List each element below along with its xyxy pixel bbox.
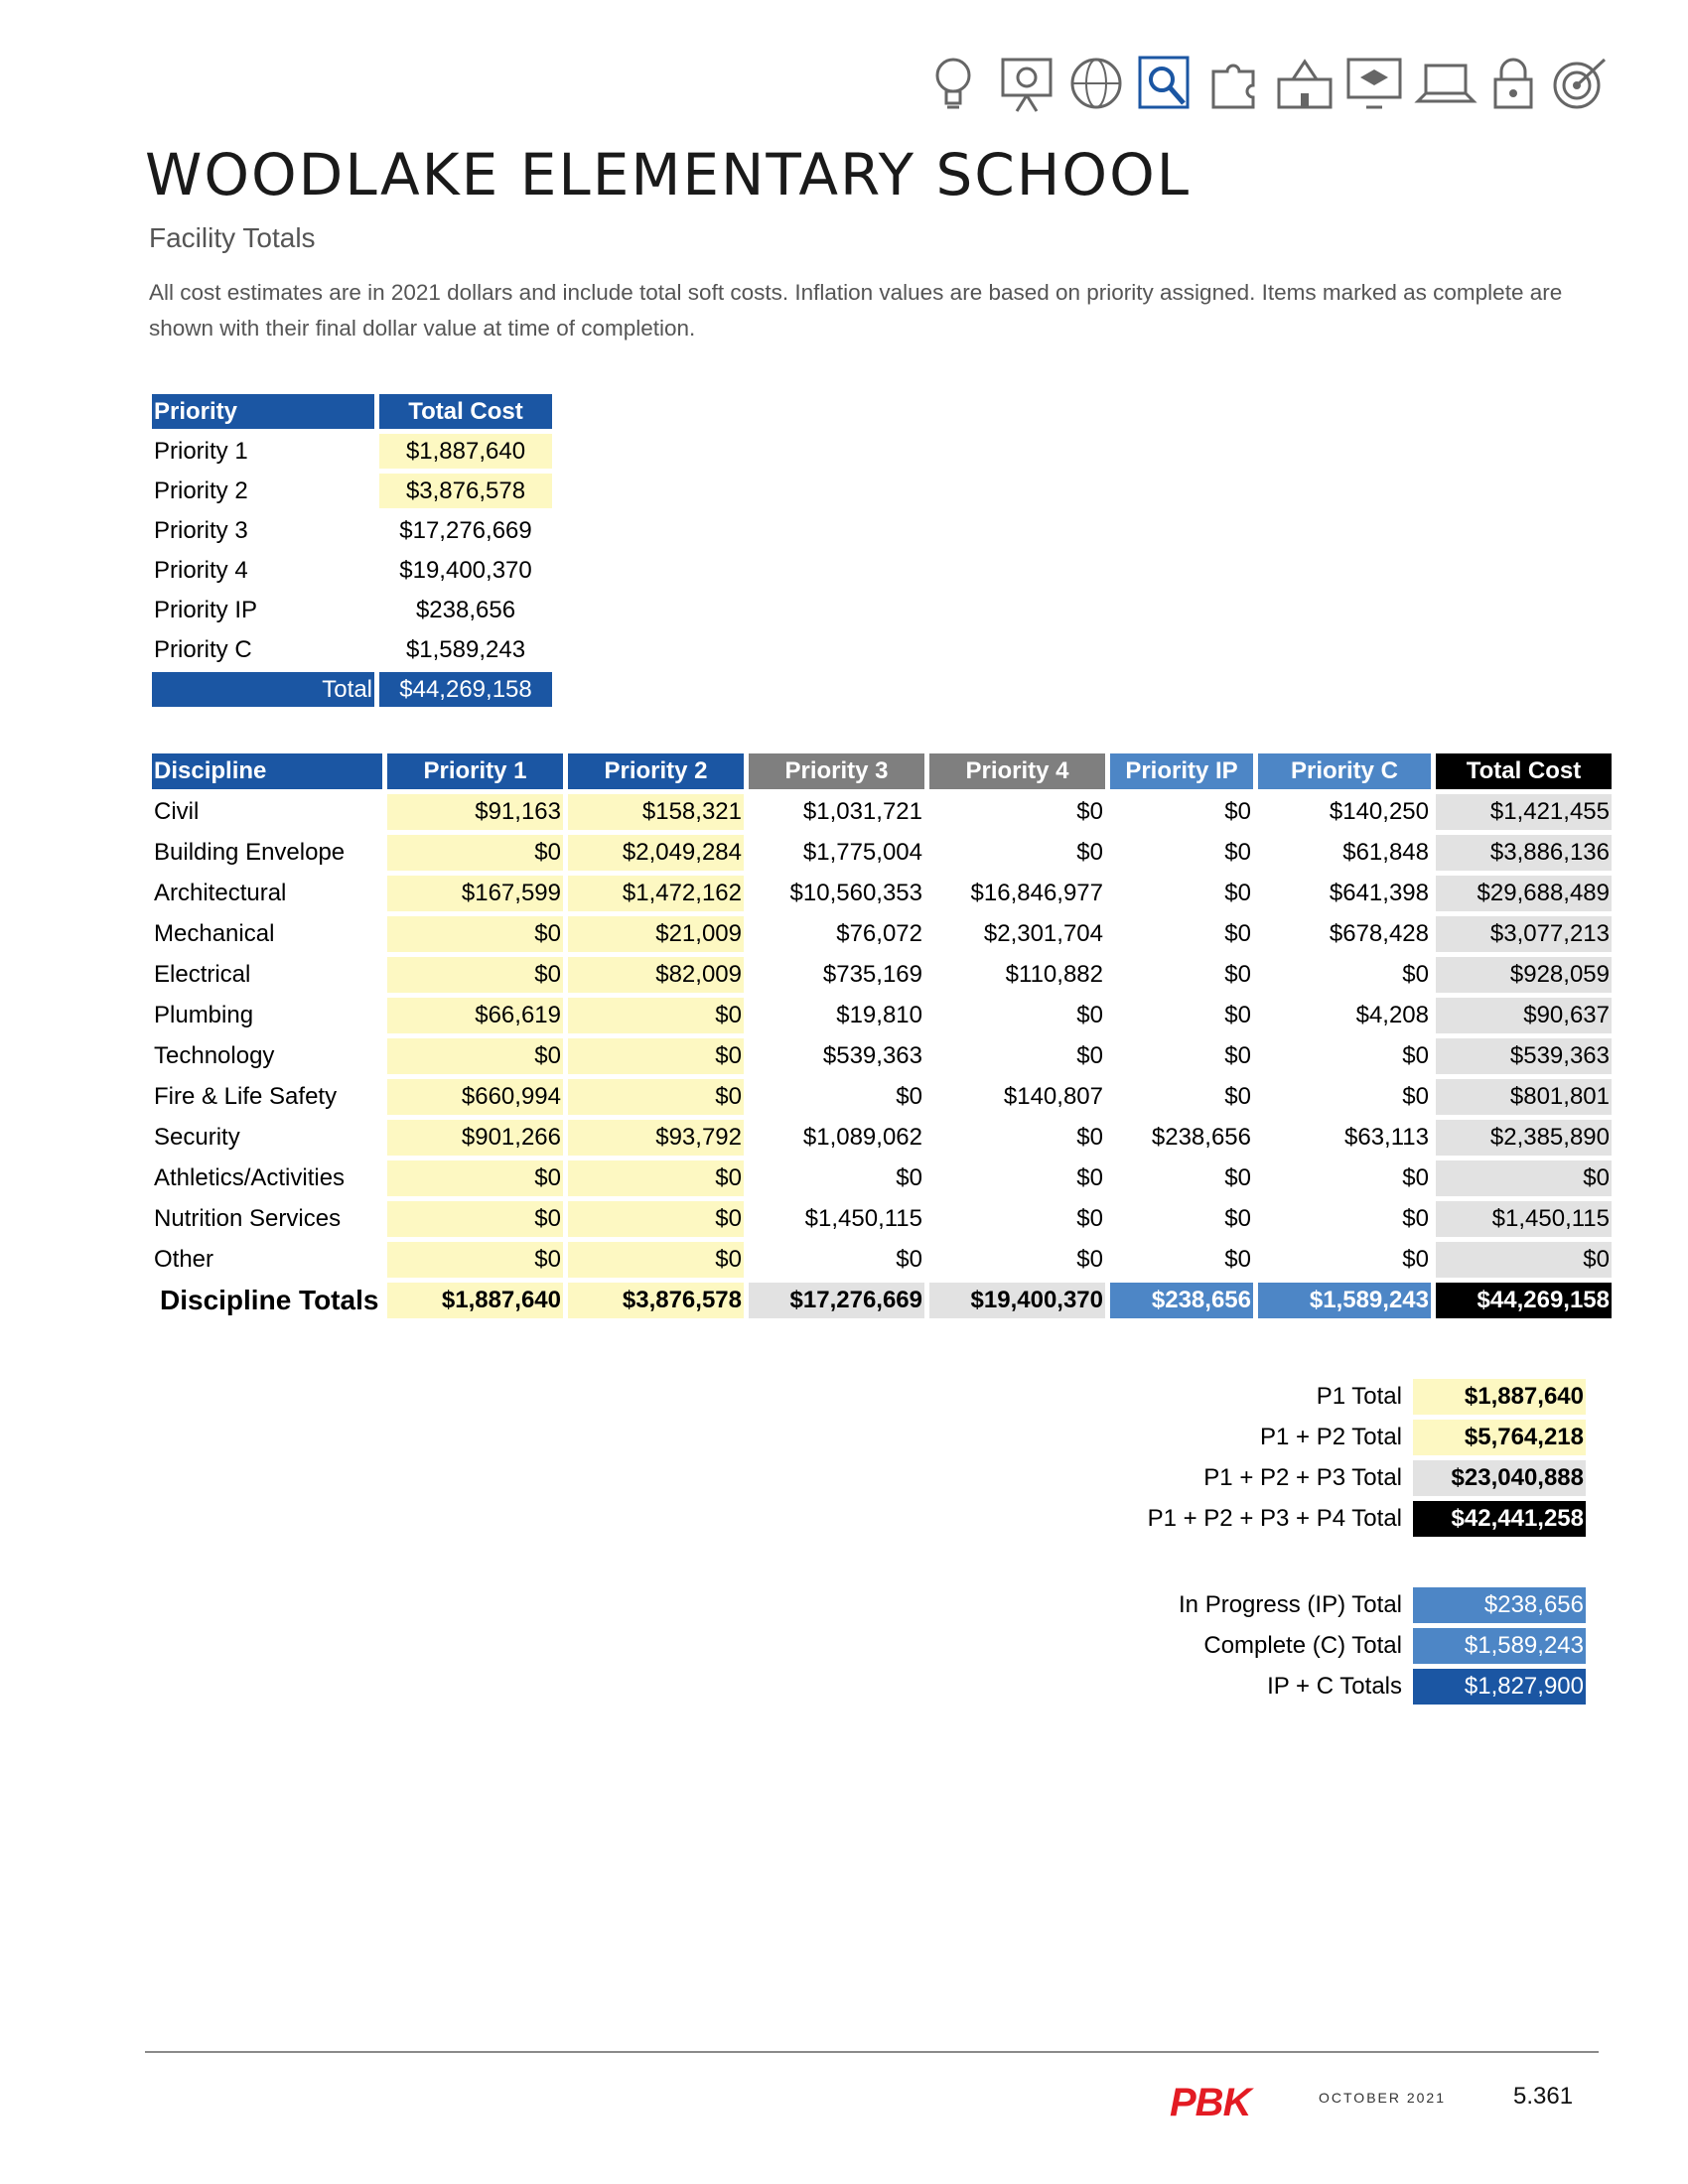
discipline-name: Security bbox=[154, 1124, 240, 1151]
table-row bbox=[152, 794, 1612, 830]
table-cell: $90,637 bbox=[1436, 998, 1612, 1033]
table-cell: $801,801 bbox=[1436, 1079, 1612, 1115]
table-cell: $539,363 bbox=[822, 1042, 922, 1069]
table-cell: $158,321 bbox=[568, 794, 744, 830]
cumulative-totals-table bbox=[1141, 1374, 1591, 1542]
table-row bbox=[152, 513, 552, 548]
discipline-name: Other bbox=[154, 1246, 214, 1273]
globe-icon bbox=[1064, 52, 1128, 115]
table-cell: $0 bbox=[387, 1242, 563, 1278]
table-cell: $2,385,890 bbox=[1436, 1120, 1612, 1156]
table-cell: $29,688,489 bbox=[1436, 876, 1612, 911]
priority-value: $1,887,640 bbox=[379, 434, 552, 469]
table-cell: $0 bbox=[1224, 1164, 1251, 1191]
footer-date: OCTOBER 2021 bbox=[1319, 2090, 1447, 2106]
table-row bbox=[152, 957, 1612, 993]
ip-c-total-label: Complete (C) Total bbox=[1203, 1632, 1402, 1659]
discipline-name: Electrical bbox=[154, 961, 251, 988]
table-cell: $1,450,115 bbox=[804, 1205, 922, 1232]
discipline-name: Technology bbox=[154, 1042, 275, 1069]
table-cell: $0 bbox=[387, 1160, 563, 1196]
table-cell: $0 bbox=[1402, 961, 1429, 988]
page-description: All cost estimates are in 2021 dollars and include total soft costs. Inflation values are based on priority assigned. Items marked as complete are shown with their final dollar value at time of completion. bbox=[149, 280, 1563, 341]
table-cell: $2,049,284 bbox=[568, 835, 744, 871]
padlock-icon bbox=[1481, 52, 1545, 115]
table-cell: $3,876,578 bbox=[568, 1283, 744, 1318]
priority-label: Priority IP bbox=[154, 596, 258, 623]
discipline-name: Building Envelope bbox=[154, 839, 346, 866]
discipline-totals-label: Discipline Totals bbox=[160, 1285, 379, 1315]
ip-c-total-value: $1,589,243 bbox=[1413, 1628, 1586, 1664]
table-cell: $678,428 bbox=[1329, 920, 1429, 947]
table-cell: $0 bbox=[568, 1079, 744, 1115]
priority-c-column-header: Priority C bbox=[1258, 753, 1431, 789]
priority-ip-column-header: Priority IP bbox=[1110, 753, 1253, 789]
table-cell: $0 bbox=[1076, 1124, 1103, 1151]
table-cell: $0 bbox=[1402, 1246, 1429, 1273]
priority-4-column-header: Priority 4 bbox=[929, 753, 1105, 789]
laptop-icon bbox=[1414, 52, 1477, 115]
school-building-icon bbox=[1273, 52, 1336, 115]
target-icon bbox=[1547, 52, 1611, 115]
table-cell: $0 bbox=[568, 1201, 744, 1237]
cumulative-total-value: $5,764,218 bbox=[1413, 1420, 1586, 1455]
table-cell: $21,009 bbox=[568, 916, 744, 952]
table-cell: $0 bbox=[1076, 1246, 1103, 1273]
discipline-name: Architectural bbox=[154, 880, 287, 906]
pbk-logo: PBK bbox=[1170, 2081, 1251, 2124]
table-cell: $66,619 bbox=[387, 998, 563, 1033]
table-cell: $19,400,370 bbox=[929, 1283, 1105, 1318]
page-number: 5.361 bbox=[1513, 2083, 1574, 2110]
table-cell: $0 bbox=[1402, 1164, 1429, 1191]
table-cell: $901,266 bbox=[387, 1120, 563, 1156]
priority-1-column-header: Priority 1 bbox=[387, 753, 563, 789]
table-row bbox=[1146, 1379, 1586, 1415]
table-cell: $0 bbox=[1076, 1042, 1103, 1069]
table-cell: $0 bbox=[1076, 1205, 1103, 1232]
priority-value: $238,656 bbox=[415, 596, 516, 623]
priority-label: Priority 3 bbox=[154, 516, 248, 544]
table-cell: $0 bbox=[568, 1242, 744, 1278]
header-icon-strip bbox=[923, 52, 1618, 123]
table-row bbox=[152, 835, 1612, 871]
table-row bbox=[1146, 1420, 1586, 1455]
footer-divider bbox=[145, 2051, 1599, 2053]
table-cell: $91,163 bbox=[387, 794, 563, 830]
cumulative-total-value: $23,040,888 bbox=[1413, 1460, 1586, 1496]
table-cell: $1,472,162 bbox=[568, 876, 744, 911]
priority-total-label: Total bbox=[152, 672, 374, 707]
table-cell: $0 bbox=[568, 1038, 744, 1074]
table-cell: $0 bbox=[1224, 1246, 1251, 1273]
table-cell: $1,089,062 bbox=[802, 1124, 922, 1151]
table-cell: $61,848 bbox=[1342, 839, 1429, 866]
discipline-table bbox=[147, 749, 1617, 1323]
table-cell: $0 bbox=[1436, 1242, 1612, 1278]
table-cell: $0 bbox=[896, 1164, 922, 1191]
table-cell: $17,276,669 bbox=[749, 1283, 924, 1318]
table-cell: $0 bbox=[1224, 961, 1251, 988]
priority-value: $17,276,669 bbox=[399, 516, 532, 544]
table-cell: $0 bbox=[1436, 1160, 1612, 1196]
table-cell: $76,072 bbox=[836, 920, 922, 947]
table-cell: $0 bbox=[387, 1201, 563, 1237]
table-cell: $0 bbox=[1076, 1164, 1103, 1191]
table-cell: $1,589,243 bbox=[1258, 1283, 1431, 1318]
table-row bbox=[152, 1242, 1612, 1278]
table-cell: $3,077,213 bbox=[1436, 916, 1612, 952]
table-row bbox=[152, 1160, 1612, 1196]
table-row bbox=[152, 593, 552, 627]
table-cell: $110,882 bbox=[1005, 961, 1103, 988]
table-cell: $0 bbox=[1224, 1083, 1251, 1110]
table-cell: $539,363 bbox=[1436, 1038, 1612, 1074]
table-cell: $660,994 bbox=[387, 1079, 563, 1115]
table-row bbox=[152, 1120, 1612, 1156]
table-cell: $0 bbox=[1224, 839, 1251, 866]
discipline-totals-row bbox=[152, 1283, 1612, 1318]
ip-c-total-label: In Progress (IP) Total bbox=[1179, 1591, 1402, 1618]
table-cell: $1,421,455 bbox=[1436, 794, 1612, 830]
table-cell: $0 bbox=[1076, 798, 1103, 825]
table-cell: $16,846,977 bbox=[970, 880, 1103, 906]
table-cell: $0 bbox=[896, 1083, 922, 1110]
table-cell: $0 bbox=[568, 1160, 744, 1196]
table-cell: $0 bbox=[1224, 1205, 1251, 1232]
table-row bbox=[1146, 1460, 1586, 1496]
table-cell: $2,301,704 bbox=[983, 920, 1103, 947]
presentation-board-icon bbox=[995, 52, 1058, 115]
table-cell: $0 bbox=[387, 835, 563, 871]
table-row bbox=[152, 1079, 1612, 1115]
table-cell: $140,807 bbox=[1003, 1083, 1103, 1110]
table-cell: $1,450,115 bbox=[1436, 1201, 1612, 1237]
discipline-name: Mechanical bbox=[154, 920, 275, 947]
monitor-graduation-icon bbox=[1342, 52, 1406, 115]
table-cell: $0 bbox=[1402, 1042, 1429, 1069]
table-cell: $238,656 bbox=[1110, 1283, 1253, 1318]
table-cell: $1,887,640 bbox=[387, 1283, 563, 1318]
priority-summary-table bbox=[147, 389, 557, 712]
priority-2-column-header: Priority 2 bbox=[568, 753, 744, 789]
table-row bbox=[152, 553, 552, 588]
table-cell: $0 bbox=[1224, 880, 1251, 906]
discipline-name: Civil bbox=[154, 798, 200, 825]
table-cell: $0 bbox=[1076, 1002, 1103, 1028]
total-cost-column-header: Total Cost bbox=[379, 394, 552, 429]
table-cell: $10,560,353 bbox=[789, 880, 922, 906]
table-cell: $0 bbox=[1402, 1205, 1429, 1232]
table-cell: $0 bbox=[387, 1038, 563, 1074]
table-row bbox=[152, 474, 552, 508]
priority-3-column-header: Priority 3 bbox=[749, 753, 924, 789]
table-row bbox=[152, 434, 552, 469]
ip-c-total-label: IP + C Totals bbox=[1267, 1673, 1402, 1700]
page-title: WOODLAKE ELEMENTARY SCHOOL bbox=[145, 141, 1192, 208]
table-cell: $0 bbox=[1224, 920, 1251, 947]
cumulative-total-label: P1 + P2 + P3 + P4 Total bbox=[1147, 1505, 1402, 1532]
table-cell: $19,810 bbox=[836, 1002, 922, 1028]
table-row bbox=[1177, 1669, 1586, 1705]
priority-column-header: Priority bbox=[152, 394, 374, 429]
cumulative-total-value: $1,887,640 bbox=[1413, 1379, 1586, 1415]
priority-label: Priority 1 bbox=[154, 437, 248, 465]
table-row bbox=[1177, 1628, 1586, 1664]
priority-value: $3,876,578 bbox=[379, 474, 552, 508]
total-cost-column-header: Total Cost bbox=[1436, 753, 1612, 789]
table-cell: $1,775,004 bbox=[802, 839, 922, 866]
table-cell: $641,398 bbox=[1329, 880, 1429, 906]
table-cell: $44,269,158 bbox=[1436, 1283, 1612, 1318]
table-cell: $735,169 bbox=[822, 961, 922, 988]
magnifier-icon bbox=[1134, 52, 1197, 115]
priority-value: $19,400,370 bbox=[399, 556, 532, 584]
table-row bbox=[152, 632, 552, 667]
priority-label: Priority C bbox=[154, 635, 252, 663]
table-cell: $4,208 bbox=[1355, 1002, 1429, 1028]
discipline-column-header: Discipline bbox=[152, 753, 382, 789]
table-cell: $140,250 bbox=[1329, 798, 1429, 825]
table-cell: $238,656 bbox=[1151, 1124, 1251, 1151]
table-row bbox=[152, 1201, 1612, 1237]
priority-label: Priority 2 bbox=[154, 477, 248, 504]
discipline-name: Fire & Life Safety bbox=[154, 1083, 338, 1110]
ip-c-total-value: $238,656 bbox=[1413, 1587, 1586, 1623]
discipline-name: Nutrition Services bbox=[154, 1205, 342, 1232]
table-cell: $0 bbox=[1224, 1002, 1251, 1028]
lightbulb-icon bbox=[923, 52, 987, 115]
ip-c-totals-table bbox=[1172, 1582, 1591, 1709]
table-cell: $0 bbox=[568, 998, 744, 1033]
table-cell: $0 bbox=[387, 916, 563, 952]
table-cell: $0 bbox=[896, 1246, 922, 1273]
priority-value: $1,589,243 bbox=[405, 635, 526, 663]
cumulative-total-label: P1 Total bbox=[1316, 1383, 1402, 1410]
cumulative-total-label: P1 + P2 + P3 Total bbox=[1203, 1464, 1402, 1491]
priority-total-row bbox=[152, 672, 552, 707]
cumulative-total-label: P1 + P2 Total bbox=[1260, 1424, 1402, 1450]
table-cell: $167,599 bbox=[387, 876, 563, 911]
table-row bbox=[152, 876, 1612, 911]
page-subtitle: Facility Totals bbox=[149, 222, 316, 253]
table-cell: $1,031,721 bbox=[802, 798, 922, 825]
ip-c-total-value: $1,827,900 bbox=[1413, 1669, 1586, 1705]
discipline-name: Athletics/Activities bbox=[154, 1164, 346, 1191]
table-cell: $0 bbox=[1076, 839, 1103, 866]
table-cell: $3,886,136 bbox=[1436, 835, 1612, 871]
table-cell: $928,059 bbox=[1436, 957, 1612, 993]
priority-label: Priority 4 bbox=[154, 556, 248, 584]
table-row bbox=[1177, 1587, 1586, 1623]
table-row bbox=[1146, 1501, 1586, 1537]
priority-total-value: $44,269,158 bbox=[379, 672, 552, 707]
table-row bbox=[152, 998, 1612, 1033]
cumulative-total-value: $42,441,258 bbox=[1413, 1501, 1586, 1537]
table-cell: $0 bbox=[1224, 798, 1251, 825]
table-cell: $93,792 bbox=[568, 1120, 744, 1156]
table-row bbox=[152, 916, 1612, 952]
table-row bbox=[152, 1038, 1612, 1074]
discipline-name: Plumbing bbox=[154, 1002, 254, 1028]
puzzle-icon bbox=[1203, 52, 1267, 115]
table-cell: $0 bbox=[387, 957, 563, 993]
table-cell: $0 bbox=[1402, 1083, 1429, 1110]
table-cell: $63,113 bbox=[1344, 1124, 1429, 1151]
table-cell: $0 bbox=[1224, 1042, 1251, 1069]
table-cell: $82,009 bbox=[568, 957, 744, 993]
